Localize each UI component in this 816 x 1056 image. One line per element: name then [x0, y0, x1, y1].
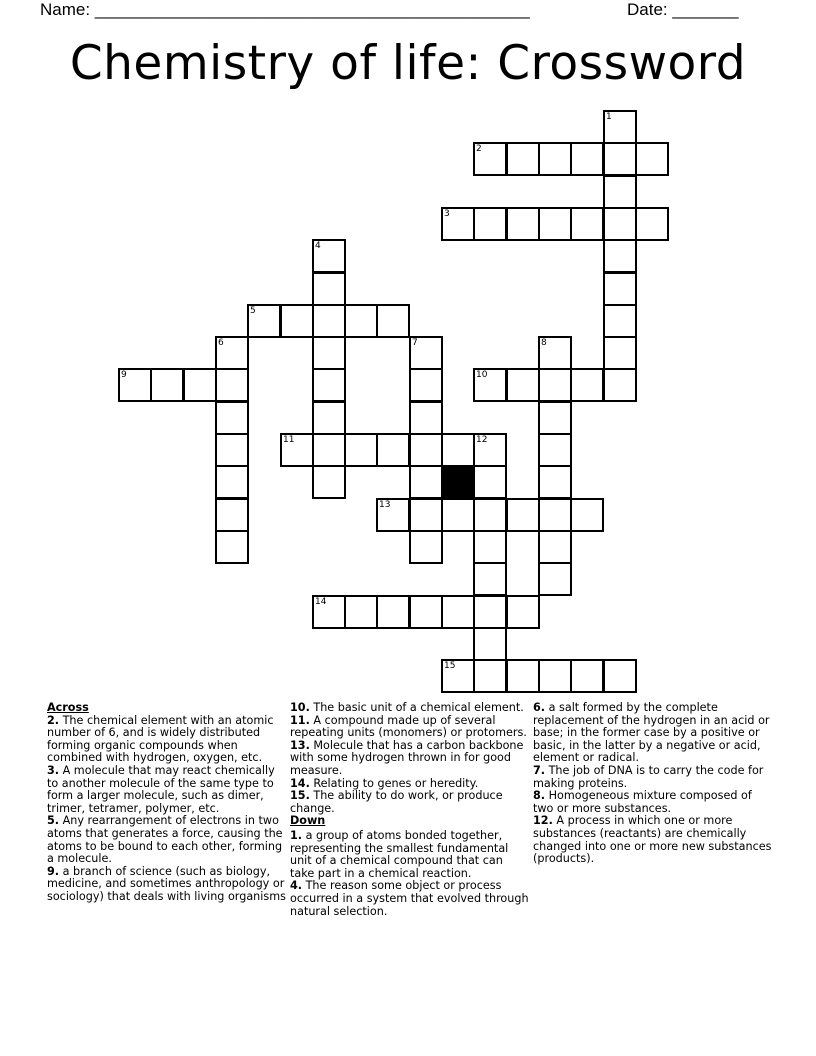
grid-cell[interactable] — [150, 368, 184, 402]
clue-down-12: 12. A process in which one or more substances (reactants) are chemically changed into one or more new substances (products). — [533, 814, 772, 866]
grid-cell[interactable] — [312, 433, 346, 467]
grid-cell[interactable] — [409, 498, 443, 532]
grid-cell[interactable] — [280, 433, 314, 467]
grid-cell[interactable] — [538, 562, 572, 596]
clue-down-7: 7. The job of DNA is to carry the code for making proteins. — [533, 763, 764, 790]
black-cell — [441, 465, 475, 499]
clue-number: 1 — [606, 112, 612, 122]
grid-cell[interactable] — [441, 433, 475, 467]
grid-cell[interactable] — [538, 433, 572, 467]
clue-down-8: 8. Homogeneous mixture composed of two or more substances. — [533, 789, 752, 815]
grid-cell[interactable] — [409, 368, 443, 402]
grid-cell[interactable] — [635, 142, 669, 176]
grid-cell[interactable] — [376, 498, 410, 532]
grid-cell[interactable] — [441, 659, 475, 693]
clue-number: 9 — [121, 370, 127, 380]
grid-cell[interactable] — [312, 368, 346, 402]
clue-number: 8 — [541, 338, 547, 348]
date-field-label: Date: _______ — [627, 0, 739, 19]
grid-cell[interactable] — [118, 368, 152, 402]
clue-down-1: 1. a group of atoms bonded together, representing the smallest fundamental unit of a chemical compound that can take part in a chemical reaction. — [290, 828, 509, 880]
grid-cell[interactable] — [376, 433, 410, 467]
grid-cell[interactable] — [570, 368, 604, 402]
grid-cell[interactable] — [441, 595, 475, 629]
grid-cell[interactable] — [538, 465, 572, 499]
grid-cell[interactable] — [312, 272, 346, 306]
grid-cell[interactable] — [312, 465, 346, 499]
clue-down-4: 4. The reason some object or process occurred in a system that evolved through natural selection. — [290, 879, 529, 918]
grid-cell[interactable] — [473, 562, 507, 596]
grid-cell[interactable] — [473, 368, 507, 402]
clues-column-1 — [47, 702, 287, 904]
grid-cell[interactable] — [570, 498, 604, 532]
grid-cell[interactable] — [603, 336, 637, 370]
clue-number: 4 — [315, 241, 321, 251]
grid-cell[interactable] — [215, 498, 249, 532]
grid-cell[interactable] — [312, 239, 346, 273]
grid-cell[interactable] — [409, 336, 443, 370]
name-field-label: Name: ______________________________________________ — [40, 0, 530, 19]
grid-cell[interactable] — [570, 659, 604, 693]
grid-cell[interactable] — [570, 142, 604, 176]
clue-number: 13 — [379, 500, 391, 510]
grid-cell[interactable] — [603, 239, 637, 273]
clue-across-10: 10. The basic unit of a chemical element. — [290, 701, 524, 714]
grid-cell[interactable] — [312, 304, 346, 338]
grid-cell[interactable] — [473, 498, 507, 532]
grid-cell[interactable] — [473, 465, 507, 499]
grid-cell[interactable] — [538, 530, 572, 564]
grid-cell[interactable] — [603, 272, 637, 306]
clue-across-11: 11. A compound made up of several repeating units (monomers) or protomers. — [290, 713, 527, 740]
clue-number: 3 — [444, 209, 450, 219]
grid-cell[interactable] — [473, 530, 507, 564]
grid-cell[interactable] — [538, 401, 572, 435]
grid-cell[interactable] — [344, 433, 378, 467]
grid-cell[interactable] — [506, 659, 540, 693]
grid-cell[interactable] — [603, 142, 637, 176]
clue-down-6: 6. a salt formed by the complete replacement of the hydrogen in an acid or base; in the former case by a positive or basic, in the latter by a negative or acid, element or radical. — [533, 701, 770, 765]
grid-cell[interactable] — [215, 433, 249, 467]
grid-cell[interactable] — [473, 433, 507, 467]
grid-cell[interactable] — [409, 530, 443, 564]
clue-across-2: 2. The chemical element with an atomic number of 6, and is widely distributed forming organic compounds when combined with hydrogen, oxygen, etc. — [47, 713, 274, 765]
grid-cell[interactable] — [473, 142, 507, 176]
grid-cell[interactable] — [506, 498, 540, 532]
clue-number: 12 — [476, 435, 488, 445]
grid-cell[interactable] — [312, 401, 346, 435]
clue-across-9: 9. a branch of science (such as biology, medicine, and sometimes anthropology or sociology) that deals with living organisms — [47, 864, 286, 903]
grid-cell[interactable] — [183, 368, 217, 402]
clue-number: 11 — [283, 435, 295, 445]
page-title: Chemistry of life: Crossword — [69, 36, 747, 91]
grid-cell[interactable] — [603, 207, 637, 241]
clue-across-15: 15. The ability to do work, or produce change. — [290, 789, 503, 815]
clue-number: 6 — [218, 338, 224, 348]
grid-cell[interactable] — [409, 595, 443, 629]
grid-cell[interactable] — [409, 465, 443, 499]
clue-number: 2 — [476, 144, 482, 154]
grid-cell[interactable] — [603, 175, 637, 209]
grid-cell[interactable] — [473, 627, 507, 661]
grid-cell[interactable] — [473, 595, 507, 629]
grid-cell[interactable] — [215, 530, 249, 564]
grid-cell[interactable] — [635, 207, 669, 241]
grid-cell[interactable] — [506, 207, 540, 241]
grid-cell[interactable] — [603, 304, 637, 338]
across-heading: Across — [47, 701, 89, 714]
grid-cell[interactable] — [280, 304, 314, 338]
grid-cell[interactable] — [312, 595, 346, 629]
grid-cell[interactable] — [215, 368, 249, 402]
grid-cell[interactable] — [473, 207, 507, 241]
grid-cell[interactable] — [376, 304, 410, 338]
clue-number: 15 — [444, 661, 456, 671]
grid-cell[interactable] — [538, 368, 572, 402]
grid-cell[interactable] — [603, 368, 637, 402]
clue-across-3: 3. A molecule that may react chemically to another molecule of the same type to form a larger molecule, such as dimer, trimer, tetramer, polymer, etc. — [47, 763, 275, 815]
grid-cell[interactable] — [538, 336, 572, 370]
grid-cell[interactable] — [409, 401, 443, 435]
grid-cell[interactable] — [215, 401, 249, 435]
clue-number: 7 — [412, 338, 418, 348]
grid-cell[interactable] — [344, 595, 378, 629]
grid-cell[interactable] — [506, 142, 540, 176]
grid-cell[interactable] — [441, 498, 475, 532]
clues-column-3 — [533, 702, 773, 866]
grid-cell[interactable] — [473, 659, 507, 693]
grid-cell[interactable] — [409, 433, 443, 467]
grid-cell[interactable] — [538, 142, 572, 176]
grid-cell[interactable] — [215, 336, 249, 370]
grid-cell[interactable] — [570, 207, 604, 241]
clue-across-13: 13. Molecule that has a carbon backbone with some hydrogen thrown in for good measure. — [290, 738, 524, 777]
grid-cell[interactable] — [344, 304, 378, 338]
grid-cell[interactable] — [538, 659, 572, 693]
grid-cell[interactable] — [506, 368, 540, 402]
clue-number: 10 — [476, 370, 488, 380]
clue-number: 14 — [315, 597, 327, 607]
clue-across-14: 14. Relating to genes or heredity. — [290, 776, 479, 790]
grid-cell[interactable] — [376, 595, 410, 629]
grid-cell[interactable] — [506, 595, 540, 629]
grid-cell[interactable] — [247, 304, 281, 338]
clue-number: 5 — [250, 306, 256, 316]
grid-cell[interactable] — [603, 110, 637, 144]
grid-cell[interactable] — [441, 207, 475, 241]
down-heading: Down — [290, 814, 326, 828]
clue-across-5: 5. Any rearrangement of electrons in two atoms that generates a force, causing the atoms to be bound to each other, forming a molecule. — [47, 814, 283, 866]
grid-cell[interactable] — [538, 207, 572, 241]
clues-column-2 — [290, 702, 530, 918]
grid-cell[interactable] — [538, 498, 572, 532]
grid-cell[interactable] — [603, 659, 637, 693]
grid-cell[interactable] — [312, 336, 346, 370]
grid-cell[interactable] — [215, 465, 249, 499]
